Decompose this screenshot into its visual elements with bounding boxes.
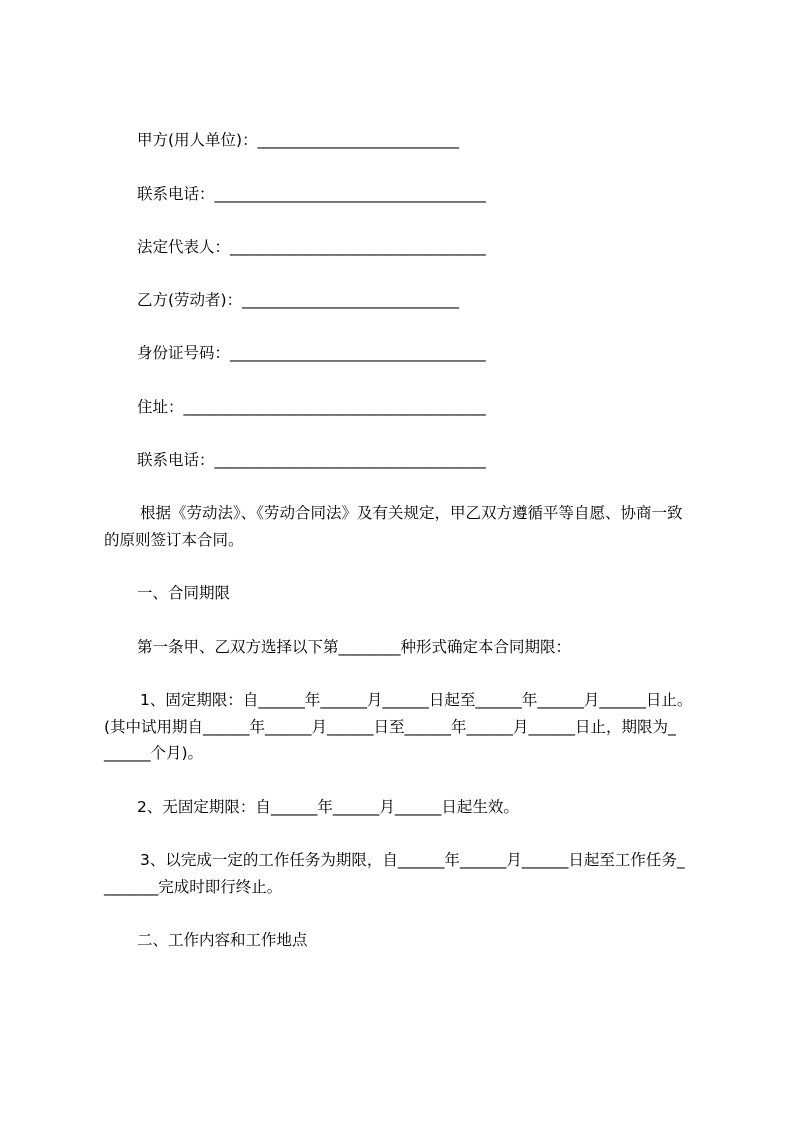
legal-representative-field: 法定代表人：_________________________________ — [137, 238, 486, 256]
party-a-phone-field: 联系电话：___________________________________ — [137, 185, 486, 203]
option-2-text: 2、无固定期限：自______年______月______日起生效。 — [137, 798, 519, 816]
party-b-field: 乙方(劳动者)：____________________________ — [137, 291, 460, 309]
id-number-field: 身份证号码：_________________________________ — [137, 344, 486, 362]
intro-paragraph-line-2: 的原则签订本合同。 — [104, 531, 244, 549]
article-1-text: 第一条甲、乙双方选择以下第________种形式确定本合同期限： — [137, 638, 572, 656]
party-a-field: 甲方(用人单位)：__________________________ — [137, 131, 460, 149]
option-3-line-2: _______完成时即行终止。 — [104, 878, 283, 896]
party-b-phone-field: 联系电话：___________________________________ — [137, 451, 486, 469]
option-3-line-1: 3、以完成一定的工作任务为期限，自______年______月______日起至工作任务_ — [140, 851, 685, 869]
option-1-line-3: ______个月)。 — [104, 744, 204, 762]
section-1-heading: 一、合同期限 — [137, 584, 231, 602]
intro-paragraph-line-1: 根据《劳动法》、《劳动合同法》及有关规定，甲乙双方遵循平等自愿、协商一致 — [140, 504, 683, 522]
option-1-line-1: 1、固定期限：自______年______月______日起至______年______月______日止。 — [140, 691, 693, 709]
section-2-heading: 二、工作内容和工作地点 — [137, 931, 308, 949]
option-1-line-2: (其中试用期自______年______月______日至______年______月______日止，期限为_ — [104, 718, 676, 736]
address-field: 住址：_______________________________________ — [137, 398, 486, 416]
